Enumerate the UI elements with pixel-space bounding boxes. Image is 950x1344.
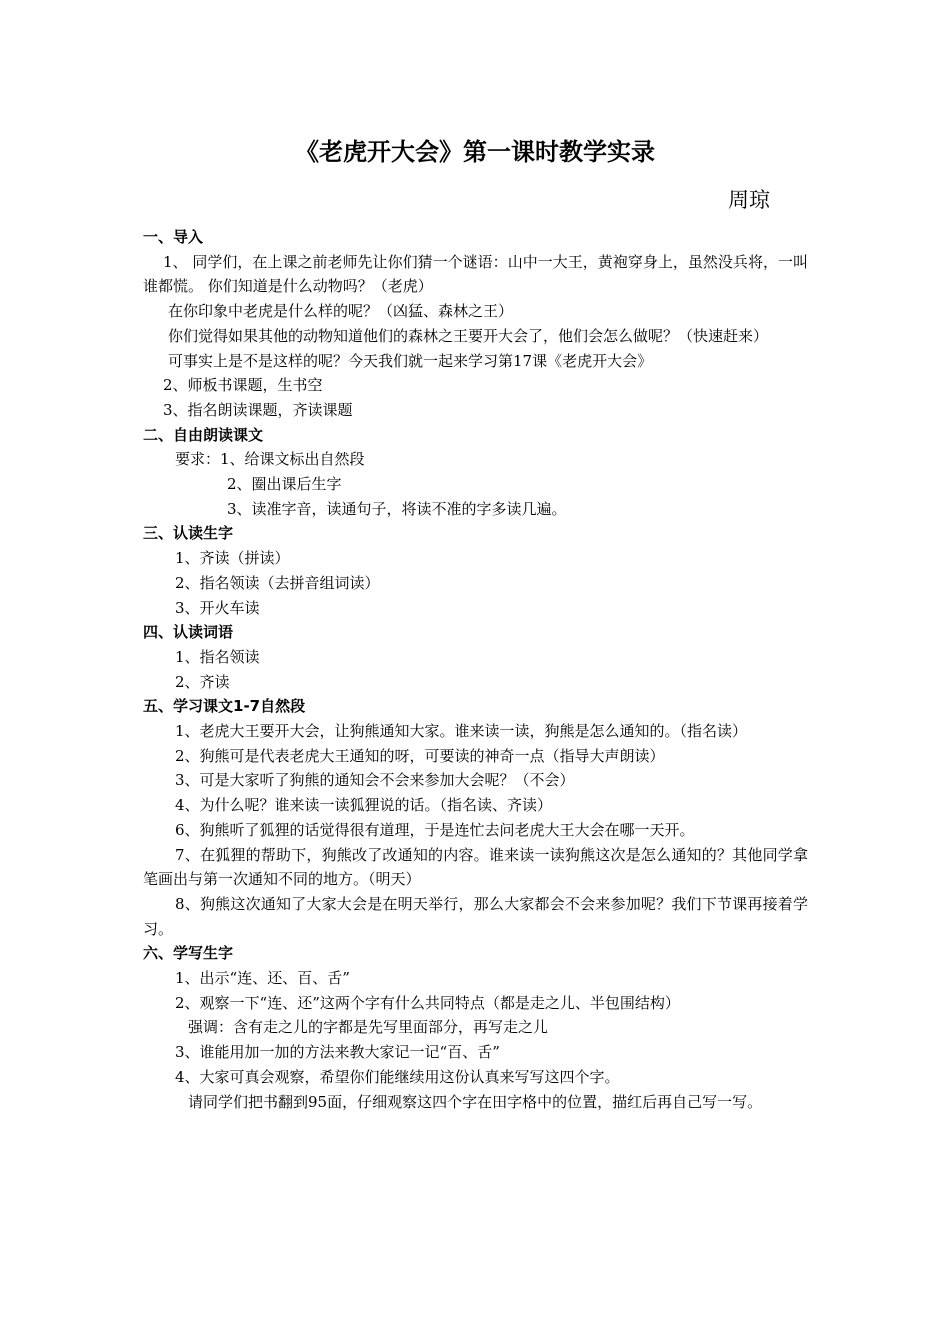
list-item: 8、狗熊这次通知了大家大会是在明天举行，那么大家都会不会来参加呢？我们下节课再接着学习。 (143, 894, 808, 938)
list-item: 7、在狐狸的帮助下，狗熊改了改通知的内容。谁来读一读狗熊这次是怎么通知的？其他同学拿笔画出与第一次通知不同的地方。（明天） (143, 845, 808, 889)
section-heading-text-study: 五、学习课文1-7自然段 (143, 697, 306, 716)
paragraph: 1、 同学们，在上课之前老师先让你们猜一个谜语：山中一大王，黄袍穿身上，虽然没兵将，一叫谁都慌。 你们知道是什么动物吗？（老虎） (143, 252, 808, 296)
document-body (143, 225, 808, 1114)
list-item: 6、狗熊听了狐狸的话觉得很有道理，于是连忙去问老虎大王大会在哪一天开。 (175, 820, 695, 839)
list-item: 4、为什么呢？谁来读一读狐狸说的话。（指名读、齐读） (175, 796, 553, 815)
section-heading-words: 四、认读词语 (143, 623, 234, 642)
document-title: 《老虎开大会》第一课时教学实录 (295, 138, 655, 166)
list-item: 1、齐读（拼读） (175, 549, 290, 568)
list-item: 1、老虎大王要开大会，让狗熊通知大家。谁来读一读，狗熊是怎么通知的。（指名读） (175, 721, 748, 740)
list-item: 2、狗熊可是代表老虎大王通知的呀，可要读的神奇一点（指导大声朗读） (175, 746, 665, 765)
paragraph: 请同学们把书翻到95面，仔细观察这四个字在田字格中的位置，描红后再自己写一写。 (188, 1092, 763, 1111)
list-item: 4、大家可真会观察，希望你们能继续用这份认真来写写这四个字。 (175, 1067, 620, 1086)
list-item: 2、师板书课题，生书空 (163, 376, 323, 395)
list-item: 2、圈出课后生字 (227, 475, 342, 493)
section-heading-writing: 六、学写生字 (143, 944, 234, 963)
list-item: 3、可是大家听了狗熊的通知会不会来参加大会呢？（不会） (175, 771, 575, 790)
list-item: 2、齐读 (175, 672, 230, 691)
section-heading-intro: 一、导入 (143, 228, 204, 246)
list-item: 要求：1、给课文标出自然段 (175, 450, 365, 469)
list-item: 3、开火车读 (175, 598, 260, 617)
list-item: 1、出示“连、还、百、舌” (175, 969, 350, 987)
list-item: 2、指名领读（去拼音组词读） (175, 573, 380, 592)
section-heading-characters: 三、认读生字 (143, 524, 234, 543)
list-item: 3、谁能用加一加的方法来教大家记一记“百、舌” (175, 1043, 500, 1062)
paragraph: 你们觉得如果其他的动物知道他们的森林之王要开大会了，他们会怎么做呢？（快速赶来） (168, 326, 769, 345)
paragraph: 在你印象中老虎是什么样的呢？（凶猛、森林之王） (168, 302, 514, 321)
list-item: 3、读准字音，读通句子，将读不准的字多读几遍。 (227, 499, 567, 518)
list-item: 1、指名领读 (175, 647, 260, 666)
paragraph: 强调：含有走之儿的字都是先写里面部分，再写走之儿 (188, 1018, 549, 1037)
paragraph: 可事实上是不是这样的呢？今天我们就一起来学习第17课《老虎开大会》 (168, 351, 653, 370)
section-heading-free-reading: 二、自由朗读课文 (143, 425, 264, 444)
list-item: 2、观察一下“连、还”这两个字有什么共同特点（都是走之儿、半包围结构） (175, 993, 680, 1012)
document-author: 周琼 (728, 188, 770, 212)
list-item: 3、指名朗读课题，齐读课题 (163, 400, 353, 419)
